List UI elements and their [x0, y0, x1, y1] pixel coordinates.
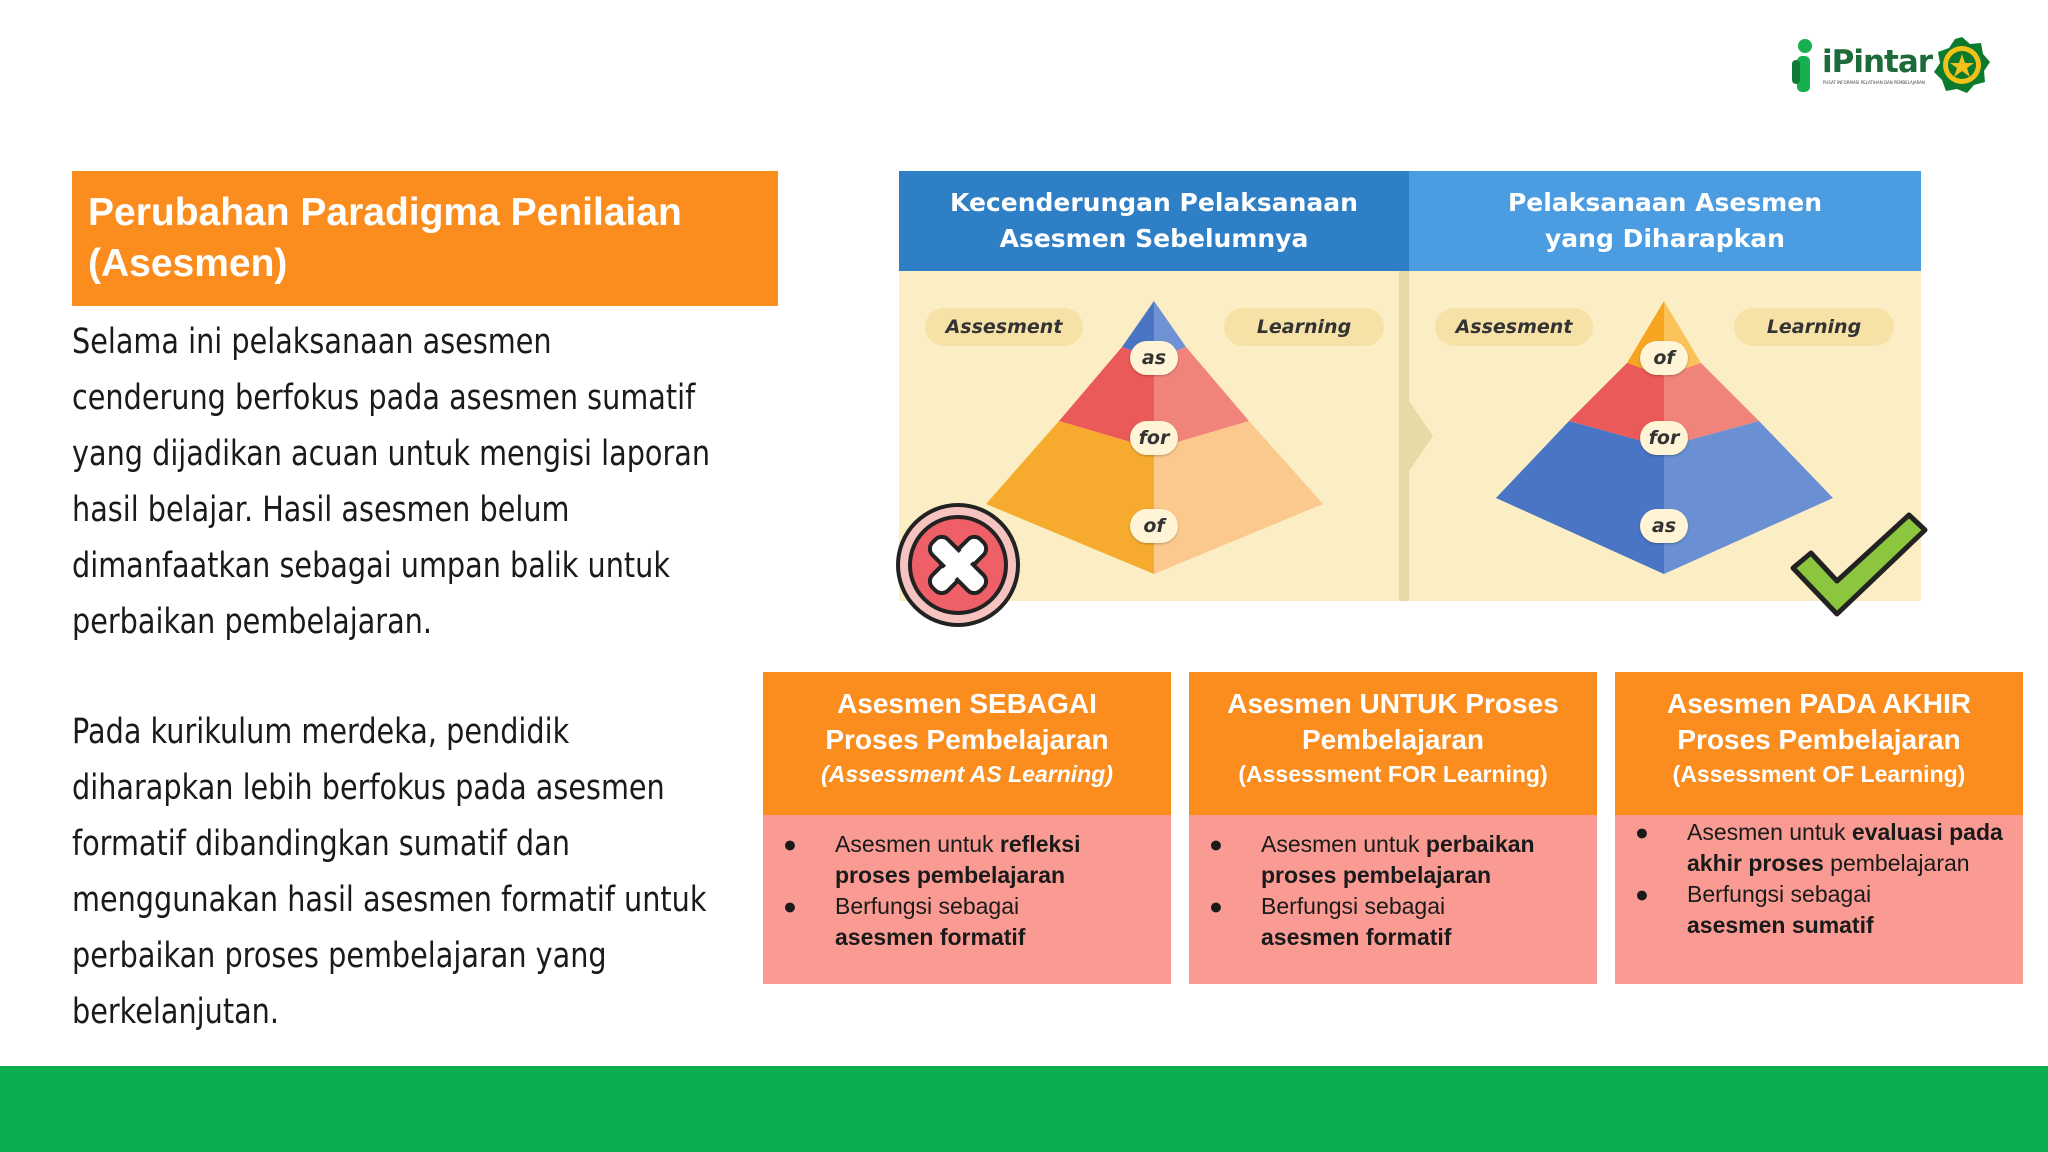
label-learning-left: Learning: [1224, 308, 1384, 346]
column-header: [763, 672, 1171, 815]
column-assessment-of-learning: [1615, 672, 2023, 984]
column-title-line: Pembelajaran: [1301, 724, 1485, 755]
title-banner: [72, 171, 778, 306]
paragraph-line: yang dijadikan acuan untuk mengisi laporan: [72, 434, 711, 474]
column-assessment-as-learning: [763, 672, 1171, 984]
cross-icon: [894, 501, 1022, 629]
paragraph-line: dimanfaatkan sebagai umpan balik untuk: [72, 546, 670, 586]
header-line: Kecenderungan Pelaksanaan: [950, 188, 1358, 217]
label-assesment-right: Assesment: [1435, 308, 1593, 346]
column-subtitle: (Assessment AS Learning): [821, 761, 1113, 787]
label-learning-right: Learning: [1734, 308, 1894, 346]
bullet: ●: [1635, 881, 1649, 907]
column-title-line: Asesmen PADA AKHIR: [1667, 688, 1971, 719]
column-body: [763, 815, 1171, 984]
column-title-line: Asesmen SEBAGAI: [837, 688, 1097, 719]
ipintar-logo: [1790, 36, 1990, 98]
paragraph-line: formatif dibandingkan sumatif dan: [72, 824, 570, 864]
column-title-line: Proses Pembelajaran: [1677, 724, 1961, 755]
column-header: [1189, 672, 1597, 815]
bullet: ●: [1209, 893, 1223, 919]
list-item: ● Asesmen untuk evaluasi pada akhir proses pembelajaran: [1635, 819, 2003, 876]
list-item: ● Asesmen untuk refleksi proses pembelajaran: [783, 831, 1081, 888]
level-label-for: for: [1640, 421, 1688, 455]
list-item: ● Asesmen untuk perbaikan proses pembelajaran: [1209, 831, 1535, 888]
logo-wordmark: iPintar: [1822, 44, 1933, 80]
header-line: yang Diharapkan: [1545, 224, 1785, 253]
list-item: ● Berfungsi sebagai asesmen sumatif: [1635, 881, 1874, 938]
bullet: ●: [1209, 831, 1223, 857]
list-item: ● Berfungsi sebagai asesmen formatif: [783, 893, 1026, 950]
column-body: [1615, 815, 2023, 984]
paragraph-current-practice: [72, 314, 711, 650]
paragraph-line: Pada kurikulum merdeka, pendidik: [72, 712, 570, 752]
logo-subtitle: PUSAT INFORMASI PELATIHAN DAN PEMBELAJARAN: [1823, 80, 1925, 85]
ministry-emblem-icon: [1933, 36, 1991, 94]
page-title: Perubahan Paradigma Penilaian (Asesmen): [88, 191, 682, 285]
paragraph-line: hasil belajar. Hasil asesmen belum: [72, 490, 570, 530]
paragraph-kurikulum-merdeka: [72, 704, 707, 1040]
header-line: Asesmen Sebelumnya: [999, 224, 1309, 253]
column-header: [1615, 672, 2023, 815]
bullet: ●: [783, 831, 797, 857]
label-assesment-left: Assesment: [925, 308, 1083, 346]
level-label-as: as: [1130, 341, 1178, 375]
column-subtitle: (Assessment OF Learning): [1672, 761, 1966, 787]
paragraph-line: diharapkan lebih berfokus pada asesmen: [72, 768, 665, 808]
paragraph-line: perbaikan pembelajaran.: [72, 602, 433, 642]
level-label-for: for: [1130, 421, 1178, 455]
paragraph-line: menggunakan hasil asesmen formatif untuk: [72, 880, 707, 920]
pyramid-as-segment-left: [1496, 421, 1664, 574]
column-title-line: Proses Pembelajaran: [825, 724, 1109, 755]
paragraph-line: Selama ini pelaksanaan asesmen: [72, 322, 552, 362]
column-body: [1189, 815, 1597, 984]
list-item: ● Berfungsi sebagai asesmen formatif: [1209, 893, 1452, 950]
checkmark-icon: [1789, 511, 1929, 621]
header-line: Pelaksanaan Asesmen: [1507, 188, 1822, 217]
level-label-as: as: [1640, 509, 1688, 543]
column-assessment-for-learning: [1189, 672, 1597, 984]
paragraph-line: berkelanjutan.: [72, 992, 279, 1032]
paragraph-line: cenderung berfokus pada asesmen sumatif: [72, 378, 696, 418]
paragraph-line: perbaikan proses pembelajaran yang: [72, 936, 607, 976]
level-label-of: of: [1130, 509, 1178, 543]
column-subtitle: (Assessment FOR Learning): [1238, 761, 1548, 787]
column-title-line: Asesmen UNTUK Proses: [1227, 688, 1559, 719]
level-label-of: of: [1640, 341, 1688, 375]
assessment-pyramid-infographic: [899, 171, 1921, 601]
pyramid-of-segment-right: [1154, 421, 1323, 574]
footer-bar: [0, 1066, 2048, 1152]
ipintar-figure-icon: [1790, 38, 1820, 94]
bullet: ●: [783, 893, 797, 919]
bullet: ●: [1635, 819, 1649, 845]
